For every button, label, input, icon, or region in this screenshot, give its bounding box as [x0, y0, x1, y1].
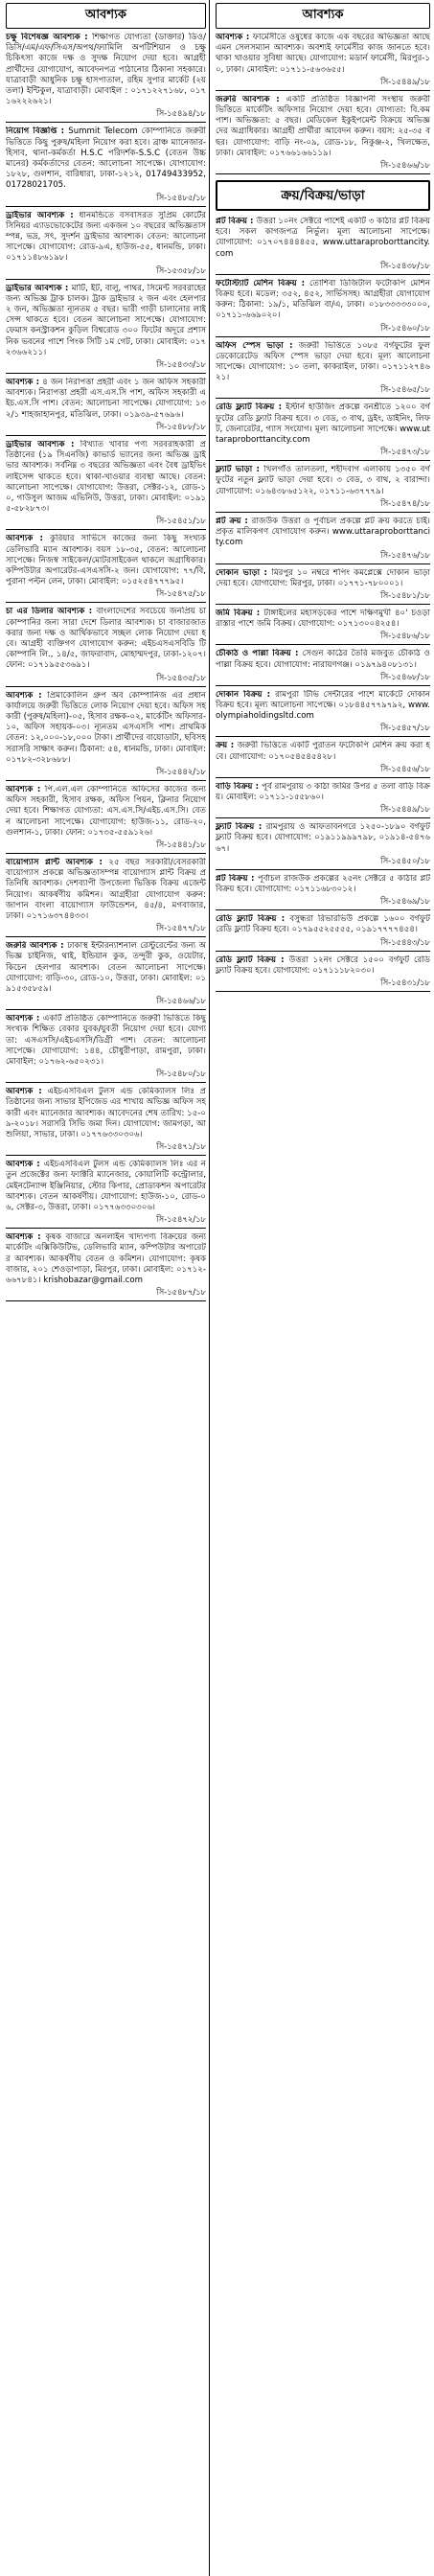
ad-text	[6, 211, 206, 264]
ad-reference-code: সি-১৫৪৫৭/১৮	[380, 723, 430, 733]
ad-title: নিয়োগ বিজ্ঞপ্তি :	[6, 126, 69, 137]
ad-text	[6, 126, 206, 191]
ad-reference-code: সি-১৫৪৩১/১৮	[380, 977, 430, 987]
ad-divider	[216, 644, 430, 645]
classified-ad	[216, 217, 430, 275]
ad-body: মাটি, ইট, বালু, পাথর, সিমেন্ট সরবরাহের জন্য অভিজ্ঞ ট্রাক চালক। ট্রাক ড্রাইভার ২ জন এবং হেলপার ২ জন, অভিজ্ঞতা ন্যূনতম ৫ বছর। ভারী গাড়ী চালানোর লাইসেন্স থাকতে হবে। বেতন আলোচনা সাপেক্ষে। যোগাযোগ: ফেমাস কনস্ট্রাকশন কুড়িল বিশ্বরোড ৩০০ ফিটের অদূরে প্রশাসনিক ভবনের পাশে পিংক সিটি ১ম গেট, ঢাকা। মোবাইল: ০১৭২৩৬৬২১১।	[6, 283, 206, 357]
ad-reference-code: সি-১৫৪৭৬/১৮	[380, 549, 430, 560]
ad-title: আবশ্যক :	[6, 1160, 44, 1170]
ad-text	[6, 785, 206, 839]
ad-reference-code: সি-১৫৪৬৫/১৮	[380, 384, 430, 395]
ad-divider	[6, 529, 206, 530]
ad-reference-code: সি-১৫৪৭২/১৮	[156, 1214, 206, 1225]
ad-body: তোশিবা ডিজিটাল ফটোকপি মেশিন বিক্রয় হবে। মডেল: ৩৫২, ৪৫২, সার্ভিসসহ। আগ্রহীরা যোগাযোগ করুন: ঠিকানা: ১৯/১, মতিঝিল বা/এ, ঢাকা। ০১৮৩৩৩৩৩০০০, ০১৭১১-৬৬৯০২০।	[216, 278, 430, 321]
ad-divider	[216, 777, 430, 778]
ad-body: ৪ জন নিরাপত্তা প্রহরী এবং ১ জন অফিস সহকারী আবশ্যক। নিরাপত্তা প্রহরী এস.এস.সি পাশ, অফিস সহকারী এইচ.এস.সি পাশ। বেতন: আলোচনা সাপেক্ষে। যোগাযোগ: ১৩২/১ শাহজাহানপুর, মতিঝিল, ঢাকা। ০১৯৩৯-৫৭৬৯৬।	[6, 378, 206, 420]
ad-reference-code: সি-১৫৪৮৮/১৮	[156, 421, 206, 431]
classified-ad	[6, 284, 206, 374]
ad-reference-code: সি-১৫৪৯৪/১৮	[156, 108, 206, 119]
ad-divider	[6, 435, 206, 436]
classified-ad	[6, 33, 206, 123]
ad-title: ড্রাইভার আবশ্যক :	[6, 210, 80, 220]
ad-body: বিখ্যাত খাবার পণ্য সরবরাহকারী প্রতিষ্ঠানের (১৯ সিএনজি) কাভার্ড ভ্যানের জন্য অভিজ্ঞ ড্রাইভার আবশ্যক। সর্বনিম্ন ৩ বছরের অভিজ্ঞতা এবং বৈধ ড্রাইভিং লাইসেন্স থাকতে হবে। থাকা-খাওয়ার ব্যবস্থা আছে। বেতন: আলোচনা সাপেক্ষে। যোগাযোগ: উত্তরা, সেক্টর-১২, রোড-১০, গাউসুল আজম এভিনিউ, উত্তরা, ঢাকা। মোবাইল: ০১৯১৫-৫৮২৮৭৩।	[6, 439, 206, 515]
ad-title: আবশ্যক :	[6, 784, 45, 794]
ad-body: কৃষক বাজারে অনলাইন খাদ্যপণ্য বিক্রয়ের জন্য মার্কেটিং এক্সিকিউটিভ, ডেলিভারি ম্যান, কম্পিউটার অপারেটর আবশ্যক। আকর্ষণীয় বেতন ও কমিশন। যোগাযোগ: কৃষক বাজার, ২০১ শেওড়াপাড়া, মিরপুর, ঢাকা। মোবাইল: ০১৭১২-৬৬৭৮৪১। krishobazar@gmail.com	[6, 1232, 206, 1286]
ad-body: বসুন্ধরা রিভারভিউ প্রকল্পে ১৬০০ বর্গফুট রেডি ফ্ল্যাট বিক্রয় হবে। ০১৭৯৫৫২৫৫৫৫, ০১৯১৭৭৭৭৪৫৪।	[216, 914, 430, 935]
ad-text	[216, 279, 430, 322]
classified-ad	[216, 95, 430, 174]
ad-body: পূর্ব রামপুরায় ৩ কাঠা জমির উপর ৫ তলা বাড়ি বিক্রয়। মোবাইল: ০১৭১১-১৫৫৮৬০।	[216, 781, 430, 802]
right-column	[210, 0, 434, 2576]
ad-title: ফ্ল্যাট ভাড়া :	[216, 465, 264, 475]
ad-body: ২৫ বছর সরকারী/বেসরকারী বায়োগ্যাস প্রকল্পে অভিজ্ঞতাসম্পন্ন বায়োগ্যাস প্লান্ট বিক্রয় প্রতিনিধি আবশ্যক। দেশব্যাপী উপজেলা ভিত্তিক বিক্রয় এজেন্ট নিয়োগ। আকর্ষণীয় কমিশন। আগ্রহীরা যোগাযোগ করুন: জাপান বাংলা বায়োগ্যাস ফাউন্ডেশন, ৪৫/৪, মগবাজার, ঢাকা। ০১৭১৬৩৭৪৪৩৩।	[6, 857, 206, 921]
ad-divider	[6, 780, 206, 781]
ad-title: জরুরি আবশ্যক :	[6, 941, 68, 952]
ad-text	[6, 33, 206, 107]
ad-reference-code: সি-১৫৪৮৬/১৮	[380, 631, 430, 641]
ad-divider	[216, 909, 430, 910]
ad-divider	[216, 90, 430, 91]
classified-ad	[6, 211, 206, 280]
ad-divider	[216, 336, 430, 337]
ad-title: রেডি ফ্ল্যাট বিক্রয় :	[216, 954, 289, 965]
ad-body: রামপুরায় ও আফতাবনগরে ১২৫০-১৮৯০ বর্গফুট ফ্ল্যাট বিক্রয় হবে। যোগাযোগ: ০১৯১১৯৯৯৭৯৮, ০১৯১৪-৫৪৭৬৬৭।	[216, 822, 430, 854]
ad-body: শিক্ষাগত যোগ্যতা (ডাক্তার) ডিও/ডিসি/এম/এফ/সিএস/অপথ/ফ্যামিলি অপটিশিয়ান ও চক্ষু চিকিৎসা কাজে দক্ষ ও সুদক্ষ নিয়োগ দেয়া হবে। আগ্রহী প্রার্থীদের যোগাযোগ, আবেদনপত্র পাঠানোর ঠিকানা সহকারে। যাত্রাবাড়ী আধুনিক চক্ষু হাসপাতাল, রহিম সুপার মার্কেট (২য় তলা) ইন্টিকুল, যাত্রাবাড়ী। মোবাইল : ০১৭১২২৭১৬৮, ০১৭১৬২২২৬২১।	[6, 33, 206, 107]
ad-title: চা এর ডিলার আবশ্যক :	[6, 607, 97, 617]
ad-text	[6, 284, 206, 358]
ad-reference-code: সি-১৫৪৮৫/১৮	[156, 192, 206, 202]
ad-text	[6, 1232, 206, 1286]
classified-ad	[216, 402, 430, 461]
ad-text	[216, 341, 430, 384]
buy-sell-rent-header: ক্রয়/বিক্রয়/ভাড়া	[216, 180, 430, 211]
ad-title: বাড়ি বিক্রয় :	[216, 781, 263, 792]
ad-text	[216, 822, 430, 855]
ad-title: আবশ্যক :	[216, 33, 253, 42]
ad-body: সেগুন কাঠের তৈরি মজবুত চৌকাঠ ও পাল্লা বিক্রয় হবে। যোগাযোগ: নারায়ণগঞ্জ। ০১৯৭৯৪০৮১৩১।	[216, 649, 430, 670]
ad-text	[216, 649, 430, 670]
ad-text	[216, 33, 430, 76]
classified-ad	[6, 1014, 206, 1083]
ad-body: জরুরী ভিত্তিতে একটি পুরাতন ফটোকপি মেশিন ক্রয় করা হবে। যোগাযোগ: ০১৭০৫৪৫৪৫৪২৮।	[216, 741, 430, 762]
ad-reference-code: সি-১৫৪৪১/১৮	[156, 839, 206, 849]
ad-text	[216, 217, 430, 260]
ad-text	[216, 517, 430, 549]
classified-ad	[216, 782, 430, 818]
ad-title: প্লট বিক্রয় :	[216, 217, 257, 227]
ad-reference-code: সি-১৫৪৬৯/১৮	[380, 896, 430, 907]
ad-reference-code: সি-১৫৪৪২/১৮	[156, 766, 206, 776]
left-ads-list	[6, 33, 206, 1301]
ad-text	[216, 568, 430, 589]
ad-reference-code: সি-১৫৪৬৬/১৮	[156, 996, 206, 1006]
ad-body: ইস্টার্ন হাউজিং প্রকল্পে বনশ্রীতে ১২০০ বর্গফুটের রেডি ফ্ল্যাট বিক্রয় হবে। ৩ বেড, ৩ বাথ, ড্রইং, ডাইনিং, লিফট, জেনারেটর, গ্যাস সংযোগ। মূল্য আলোচনা সাপেক্ষে। www.uttaraproborttancity.com	[216, 402, 430, 446]
ad-body: পূর্বাচল রাজউক প্রকল্পের ২৫নং সেক্টরে ৫ কাঠার প্লট বিক্রয় হবে। যোগাযোগ: ০১৭১১৬৮৩০১২।	[216, 873, 430, 894]
classified-ad	[6, 691, 206, 781]
ad-title: চৌকাঠ ও পাল্লা বিক্রয় :	[216, 649, 303, 659]
ad-reference-code: সি-১৫৪৭৭/১৮	[156, 923, 206, 933]
right-section-header: আবশ্যক	[216, 3, 430, 29]
classified-ad	[216, 955, 430, 992]
classified-ad	[6, 1160, 206, 1229]
ad-reference-code: সি-১৫৪৫১/১৮	[156, 516, 206, 526]
ad-divider	[6, 936, 206, 937]
ad-body: জরুরী ভিত্তিতে ১০৮৫ বর্গফুটের ফুল ডেকোরেটেড অফিস স্পেস ভাড়া দেয়া হবে। মূল্য আলোচনা সাপেক্ষে। যোগাযোগ: ১০ তলা, কাকরাইল, ঢাকা। ০১৭১১২৭৪৬২১।	[216, 340, 430, 383]
classified-ad	[6, 785, 206, 854]
ad-reference-code: সি-১৫৪৭১/১৮	[156, 1141, 206, 1152]
ad-reference-code: সি-১৫৪৪৩/১৮	[380, 936, 430, 947]
ad-title: আবশ্যক :	[6, 534, 51, 544]
ad-divider	[216, 274, 430, 275]
ad-body: পি.এল.এল কোম্পানিতে অফিসের কাজের জন্য অফিস সহকারী, হিসাব রক্ষক, অফিস পিয়ন, ক্লিনার নিয়োগ দেয়া হবে। শিক্ষাগত যোগ্যতা: এস.এস.সি/এইচ.এস.সি। বেতন আলোচনা সাপেক্ষে। যোগাযোগ: হাউজ-১১, রোড-২০, গুলশান-১, ঢাকা। ফোন: ০১৭৩৫-৫৫৯১২৬।	[6, 784, 206, 838]
left-column	[0, 0, 210, 2576]
ad-title: দোকান বিক্রয় :	[216, 689, 276, 700]
ad-text	[216, 874, 430, 895]
ad-reference-code: সি-১৫৪৬০/১৮	[380, 322, 430, 333]
ad-reference-code: সি-১৫৪৭৩/১৮	[380, 447, 430, 457]
ad-body: কুরিয়ার সার্ভিসে কাজের জন্য কিছু সংখ্যক ডেলিভারি ম্যান আবশ্যক। বয়স ১৮-৩৫, বেতন: আলোচনা সাপেক্ষে। নিজস্ব সাইকেল/মোটরসাইকেল থাকলে অগ্রাধিকার। কম্পিউটার অপারেটর-এসএসসি-২ জন। যোগাযোগ: ৭৭/বি, পুরানা পল্টন লেন, ঢাকা। মোবাইল: ০১৫২৫৪৭৭৭৯৫।	[6, 534, 206, 587]
ad-reference-code: সি-১৫৪৫০/১৮	[380, 855, 430, 865]
classified-ad	[6, 1232, 206, 1301]
classified-ad	[216, 33, 430, 91]
ad-body: উত্তরা ১২নং সেক্টরে ১৫০০ বর্গফুট রেডি ফ্ল্যাট বিক্রয় হবে। যোগাযোগ: ০১৭১১১৮২০৩০।	[216, 954, 430, 976]
ad-reference-code: সি-১৫৪৩৮/১৮	[380, 260, 430, 270]
ad-reference-code: সি-১৫৪৪৯/১৮	[380, 804, 430, 815]
ad-title: আবশ্যক :	[6, 1232, 46, 1243]
ad-divider	[216, 817, 430, 818]
ad-body: রাজউক উত্তরা ও পূর্বাচল প্রকল্পে প্লট ক্রয় করতে চাই। প্রকৃত মালিকগণ যোগাযোগ করুন। www.uttaraproborttancity.com	[216, 516, 430, 548]
ad-body: রামপুরা টিভি সেন্টারের পাশে মার্কেটে দোকান বিক্রয় হবে। মূল্য আলোচনা সাপেক্ষে। ০১৮৪৪৫৭৭৯৭৯২, www.olympiaholdingsltd.com	[216, 689, 430, 722]
ad-text	[216, 95, 430, 159]
ad-title: আবশ্যক :	[6, 378, 43, 388]
classified-ad	[6, 534, 206, 603]
ad-divider	[216, 869, 430, 870]
ad-body: বাংলাদেশের সবচেয়ে জনপ্রিয় চা কোম্পানির জন্য সারা দেশে ডিলার আবশ্যক। চা বাজারজাত করার জন্য দক্ষ ও আর্থিকভাবে সচ্ছল লোক নিয়োগ দেয়া হবে। আগ্রহী ব্যক্তিগণ যোগাযোগ করুন: এইচএসএসবিডি টি কোম্পানি লি., ১৪/৫, জাফরাবাদ, মোহাম্মদপুর, ঢাকা-১২০৭। ফোন: ০১৭১৯৫৫৩৬৯১।	[6, 607, 206, 671]
ad-reference-code: সি-১৫৪৮০/১৮	[156, 1069, 206, 1079]
ad-divider	[6, 686, 206, 687]
ad-text	[216, 690, 430, 723]
classified-ad	[6, 941, 206, 1010]
ad-reference-code: সি-১৫৪৭৪/১৮	[380, 497, 430, 508]
ad-text	[6, 1160, 206, 1213]
ad-text	[216, 914, 430, 935]
ad-title: ক্রয় :	[216, 741, 238, 751]
classified-ad	[6, 440, 206, 530]
ad-reference-code: সি-১৫৪৩৫/১৮	[156, 672, 206, 682]
ad-divider	[216, 173, 430, 174]
classified-ad	[6, 858, 206, 937]
classified-ad	[216, 822, 430, 870]
ad-divider	[6, 1155, 206, 1156]
ad-divider	[216, 685, 430, 686]
ad-title: জরুরি আবশ্যক :	[216, 94, 286, 104]
ad-body: মিরপুর ১০ নম্বরে শপিং কমপ্লেক্সে দোকান ভাড়া দেয়া হবে। যোগাযোগ: মিরপুর, ঢাকা। ০১৭৭১-৭৮০০০১।	[216, 567, 430, 588]
ad-body: টাঙ্গাইলের মহাসড়কের পাশে দক্ষিণমুখী ৪০' চওড়া রাস্তার পাশে জমি বিক্রয়। যোগাযোগ: ০১৭১৩০০৪২৫৪।	[216, 608, 430, 630]
ad-title: প্লট বিক্রয় :	[216, 873, 258, 884]
ad-divider	[216, 460, 430, 461]
ad-title: রেডি ফ্ল্যাট বিক্রয় :	[216, 914, 290, 925]
classified-ad	[216, 649, 430, 685]
ad-body: ঢাকাস্থ ইন্টারন্যাশনাল রেস্টুরেন্টের জন্য অভিজ্ঞ চাইনিজ, থাই, ইন্ডিয়ান কুক, তন্দুরী কুক, ওয়েটার, কিচেন হেলপার আবশ্যক। বেতন আলোচনা সাপেক্ষে। যোগাযোগ: বাড়ি-৩০, রোড-১০, উত্তরা, ঢাকা। মোবাইল: ০১৯১৫৩৫৮৫৯।	[6, 941, 206, 995]
ad-divider	[6, 853, 206, 854]
ad-divider	[6, 1082, 206, 1083]
ad-text	[6, 607, 206, 671]
ad-title: আবশ্যক :	[6, 690, 48, 701]
ad-title: ড্রাইভার আবশ্যক :	[6, 439, 80, 449]
ad-title: চক্ষু বিশেষজ্ঞ আবশ্যক :	[6, 33, 93, 42]
classified-ad	[216, 874, 430, 910]
ad-divider	[216, 604, 430, 605]
ad-divider	[6, 279, 206, 280]
ad-text	[216, 741, 430, 762]
ad-divider	[216, 736, 430, 737]
ad-text	[6, 1087, 206, 1140]
ad-text	[6, 858, 206, 922]
ad-text	[6, 941, 206, 995]
ad-divider	[6, 602, 206, 603]
ad-body: এইচএসবিএল টুলস এন্ড কেমিক্যালস লিঃ প্রতিষ্ঠানের জন্য সাভার ইপিজেড এর শাখায় অভিজ্ঞ অফিস সহকারী এবং ম্যানেজার আবশ্যক। আবেদনের শেষ তারিখ: ১৫-০৯-২০১৮। সরাসরি সিভি জমা দিন। যোগাযোগ: জামগড়া, আশুলিয়া, সাভার, ঢাকা। ০১৭৭৬৩৩০৩০৬।	[6, 1087, 206, 1140]
right-ads-bottom-list	[216, 217, 430, 992]
ad-divider	[6, 1009, 206, 1010]
ad-reference-code: সি-১৫৪৬৬/১৮	[380, 160, 430, 171]
ad-text	[216, 955, 430, 977]
ad-divider	[6, 1228, 206, 1229]
classified-ad	[216, 741, 430, 777]
classified-ad	[216, 690, 430, 738]
classified-ad	[216, 914, 430, 951]
ad-title: আবশ্যক :	[6, 1087, 48, 1097]
ad-reference-code: সি-১৫৪৩৩/১৮	[156, 359, 206, 370]
classified-ad	[216, 279, 430, 337]
classified-ad	[6, 1087, 206, 1156]
ad-title: আবশ্যক :	[6, 1014, 43, 1024]
ad-title: জমি বিক্রয় :	[216, 608, 264, 618]
classified-ad	[216, 517, 430, 564]
ad-title: ফটোস্ট্যাট মেশিন বিক্রয় :	[216, 278, 310, 288]
ad-text	[6, 440, 206, 515]
ad-text	[216, 609, 430, 630]
ad-body: উত্তরা ১০নং সেক্টরে পাশেই একটি ৩ কাঠার প্লট বিক্রয় হবে। সকল কাগজপত্র নির্ভুল। মূল্য আলোচনা সাপেক্ষে। যোগাযোগ: ০১৭০৭৪৪৪৪৫৫, www.uttaraproborttancity.com	[216, 217, 430, 259]
ad-body: ধানমন্ডিতে বসবাসরত সুপ্রিম কোর্টের সিনিয়র এ্যাডভোকেটের জন্য একজন ১০ বছরের অভিজ্ঞতাসম্পন্ন, ভদ্র, সৎ, সুদর্শন ড্রাইভার আবশ্যক। বেতন: আলোচনা সাপেক্ষে। যোগাযোগ: রোড-৯এ, হাউজ-৫৫, ধানমন্ডি, ঢাকা। ০১৭১১৪৮৬১৯৮।	[6, 210, 206, 264]
ad-title: রেডি ফ্ল্যাট বিক্রয় :	[216, 402, 286, 413]
ad-text	[6, 691, 206, 766]
ad-body: ফার্মেসীতে ওষুধের কাজে এক বছরের অভিজ্ঞতা আছে এমন সেলসম্যান আবশ্যক। অবশ্যই ফার্মেসীর কাজ জানতে হবে। থাকা খাওয়ার সুবিধা আছে। যোগাযোগ: মডার্ন ফার্মেসী, মিরপুর-১০, ঢাকা। মোবাইল: ০১৭১১-৫৬৩৬৫৫।	[216, 33, 430, 75]
classified-ad	[6, 378, 206, 436]
ad-text	[6, 378, 206, 421]
ad-text	[6, 534, 206, 587]
ad-body: একটি প্রতিষ্ঠিত বিজ্ঞাপনী সংস্থায় জরুরী ভিত্তিতে মার্কেটিং অফিসার নিয়োগ দেয়া হবে। যোগ্যতা: বি.কম পাশ। অভিজ্ঞতা: ৫ বছর। মেডিকেল ইকুইপমেন্ট বিক্রয়ে অভিজ্ঞদের অগ্রাধিকার। আগ্রহী প্রার্থীরা আবেদন করুন। বয়স: ২৫-৩৫ বছর। যোগাযোগ: বাড়ি নং-০৯, রোড-১৮, নিকুঞ্জ-২, খিলক্ষেত, ঢাকা। মোবাইল: ০১৭৬৬১৬৬১১৯।	[216, 94, 430, 158]
ad-body: Summit Telecom কোম্পানিতে জরুরী ভিত্তিতে কিছু পুরুষ/মহিলা নিয়োগ করা হবে। ব্রাঞ্চ ম্যানেজার-হিসাব, থানা-কর্মকর্তা H.S.C পরিদর্শক-S.S.C (বেতন উচ্চমানের) কর্মকর্তাদের বেতন: আলোচনা সাপেক্ষে। যোগাযোগ: ১৮২৮, গুলশান, বারিধারা, ঢাকা-১২১২, 01749433952, 01728021705.	[6, 126, 206, 191]
ad-divider	[216, 512, 430, 513]
ad-reference-code: সি-১৫৪৮৭/১৮	[156, 1287, 206, 1298]
ad-text	[216, 402, 430, 446]
ad-title: ড্রাইভার আবশ্যক :	[6, 283, 72, 293]
classified-ad	[216, 341, 430, 400]
classified-ad	[6, 126, 206, 206]
left-section-header: আবশ্যক	[6, 3, 206, 29]
ad-divider	[6, 206, 206, 207]
ad-divider	[216, 991, 430, 992]
ad-reference-code: সি-১৫৪৬৮/১৮	[380, 671, 430, 681]
ad-reference-code: সি-১৫৪৪৯/১৮	[380, 76, 430, 86]
ad-divider	[216, 398, 430, 399]
ad-title: ফ্ল্যাট বিক্রয় :	[216, 822, 266, 833]
ad-reference-code: সি-১৫৩৫৮/১৮	[156, 264, 206, 275]
ad-title: দোকান ভাড়া :	[216, 567, 272, 578]
ad-reference-code: সি-১৫৪৭৫/১৮	[156, 588, 206, 599]
ad-body: একটি প্রতিষ্ঠিত কোম্পানিতে জরুরী ভিত্তিতে কিছু সংখ্যক শিক্ষিত বেকার যুবক/যুবতী নিয়োগ দেয়া হবে। যোগ্যতা: এসএসসি/এইচএসসি/ডিগ্রী পাশ। বেতন: আলোচনা সাপেক্ষে। যোগাযোগ: ১৪৪, চৌধুরীপাড়া, রামপুরা, ঢাকা। মোবাইল: ০১৭৬২-৬৫০২৩১।	[6, 1014, 206, 1068]
ad-text	[6, 1014, 206, 1068]
ad-body: প্রিমাকোলিন গ্রুপ অব কোম্পানিজ এর প্রধান কার্যালয়ে জরুরী ভিত্তিতে লোক নিয়োগ দেয়া হবে। অফিস সহকারী (পুরুষ/মহিলা)-০৫, হিসাব রক্ষক-০২, মার্কেটিং অফিসার-১০, অফিস সহায়ক-০৩। ন্যূনতম এসএসসি পাশ। প্রাথমিক বেতন: ১২,০০০-১৮,০০০ টাকা। প্রার্থীদের বায়োডাটা, ছবিসহ সরাসরি সাক্ষাৎ করুন। ঠিকানা: ৫৪, ধানমন্ডি, ঢাকা। মোবাইল: ০১৭৮২-৩২৮৬৮৮।	[6, 690, 206, 765]
classified-ad	[216, 568, 430, 605]
classified-ad	[6, 607, 206, 686]
ad-divider	[216, 951, 430, 952]
classified-ad	[216, 465, 430, 513]
classified-ad	[216, 609, 430, 645]
ad-text	[216, 465, 430, 497]
ad-divider	[6, 122, 206, 123]
right-ads-top-list	[216, 33, 430, 174]
ad-body: এইচএসবিএল টুলস এন্ড কেমিক্যালস লিঃ এর নতুন প্রজেক্টের জন্য ফ্যাক্টরি ম্যানেজার, কোয়ালিটি কন্ট্রোলার, মেইনটেন্যান্স ইঞ্জিনিয়ার, স্টোর কিপার, প্রোডাকশন অপারেটর আবশ্যক। বেতন আকর্ষণীয়। যোগাযোগ: হাউজ-১০, রোড-০৬, সেক্টর-৩, উত্তরা, ঢাকা। ০১৭৭৬৩৩০৩০৬।	[6, 1160, 206, 1213]
ad-reference-code: সি-১৫৪৮১/১৮	[380, 589, 430, 600]
ad-divider	[6, 1300, 206, 1301]
ad-reference-code: সি-১৫৪৫৬/১৮	[380, 763, 430, 773]
ad-divider	[6, 373, 206, 374]
ad-body: খিলগাঁও তালতলা, শহীদবাগ এলাকায় ১৩৫০ বর্গফুটের নতুন ফ্ল্যাট ভাড়া দেয়া হবে। ৩ বেড, ৩ বাথ, ২ বারান্দা। যোগাযোগ: ০১৬৪৩৮৬৫১২২, ০১৭১১-৬৩৭৭৭৯।	[216, 465, 430, 496]
ad-title: অফিস স্পেস ভাড়া :	[216, 340, 299, 351]
ad-title: প্লট ক্রয় :	[216, 516, 252, 526]
ad-text	[216, 782, 430, 803]
ad-title: বায়োগ্যাস প্লান্ট আবশ্যক :	[6, 857, 109, 867]
